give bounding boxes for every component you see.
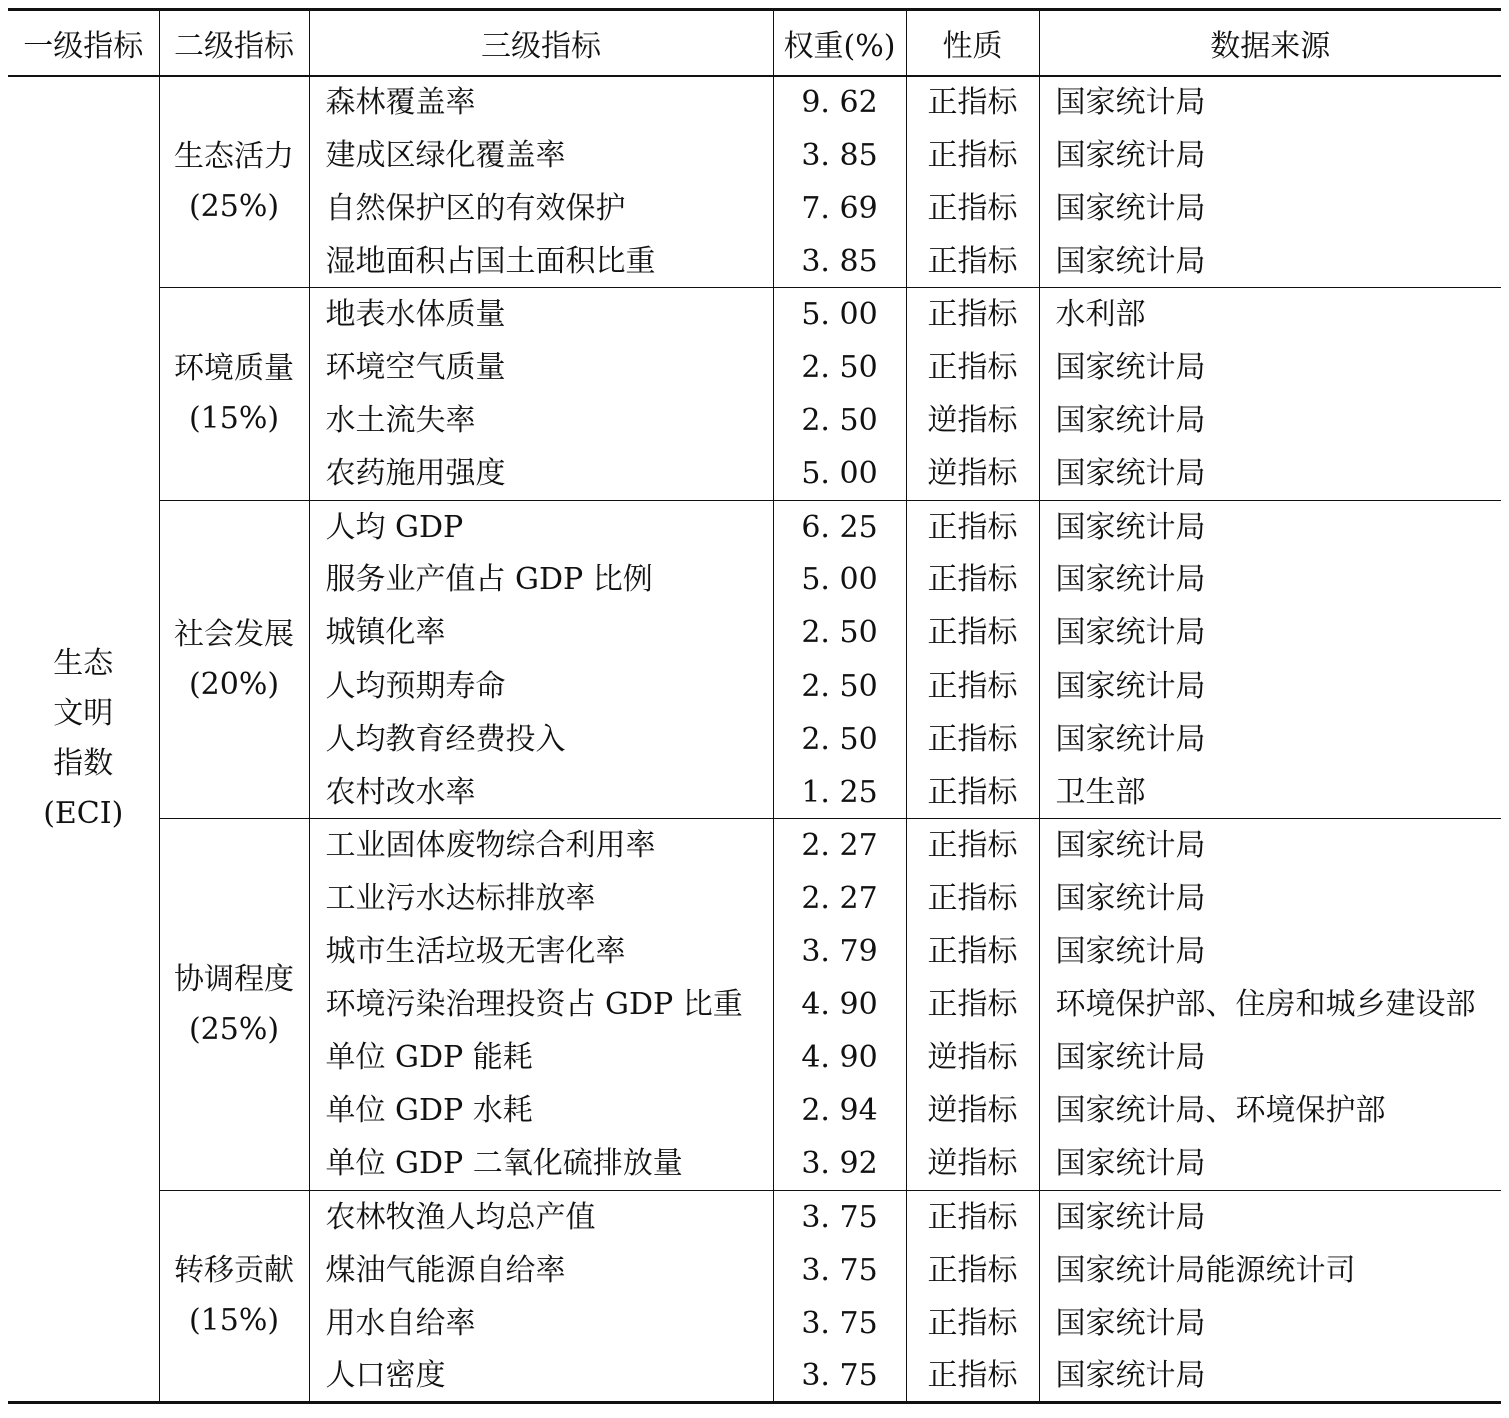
level2-name: 转移贡献 (174, 1253, 294, 1289)
source-cell: 国家统计局 (1039, 713, 1501, 766)
source-cell: 环境保护部、住房和城乡建设部 (1039, 978, 1501, 1031)
weight-cell: 3. 75 (773, 1244, 906, 1297)
level2-cell (159, 1190, 309, 1402)
nature-cell: 逆指标 (906, 1084, 1039, 1137)
header-level1: 一级指标 (8, 10, 159, 76)
level1-label-line: 文明 (53, 695, 114, 731)
indicator-cell: 城镇化率 (309, 606, 773, 659)
nature-cell: 正指标 (906, 500, 1039, 553)
nature-cell: 正指标 (906, 129, 1039, 182)
nature-cell: 正指标 (906, 606, 1039, 659)
nature-cell: 正指标 (906, 660, 1039, 713)
weight-cell: 9. 62 (773, 76, 906, 129)
indicator-cell: 服务业产值占 GDP 比例 (309, 553, 773, 606)
indicator-cell: 建成区绿化覆盖率 (309, 129, 773, 182)
source-cell: 国家统计局 (1039, 553, 1501, 606)
weight-cell: 2. 50 (773, 713, 906, 766)
weight-cell: 4. 90 (773, 978, 906, 1031)
table-body (8, 76, 1501, 1403)
level1-cell (8, 76, 159, 1403)
nature-cell: 逆指标 (906, 1137, 1039, 1190)
nature-cell: 正指标 (906, 766, 1039, 819)
weight-cell: 2. 50 (773, 394, 906, 447)
header-nature: 性质 (906, 10, 1039, 76)
indicator-cell: 自然保护区的有效保护 (309, 182, 773, 235)
indicator-table-container (8, 8, 1501, 1404)
weight-cell: 6. 25 (773, 500, 906, 553)
weight-cell: 2. 50 (773, 660, 906, 713)
indicator-cell: 城市生活垃圾无害化率 (309, 925, 773, 978)
table-header (8, 10, 1501, 76)
nature-cell: 正指标 (906, 713, 1039, 766)
level2-name: 环境质量 (174, 351, 294, 387)
source-cell: 国家统计局 (1039, 341, 1501, 394)
source-cell: 卫生部 (1039, 766, 1501, 819)
nature-cell: 正指标 (906, 553, 1039, 606)
source-cell: 国家统计局 (1039, 394, 1501, 447)
source-cell: 水利部 (1039, 288, 1501, 341)
indicator-cell: 农药施用强度 (309, 447, 773, 500)
level1-label-line: 生态 (53, 645, 114, 681)
source-cell: 国家统计局 (1039, 1297, 1501, 1350)
level2-weight: (25%) (188, 188, 280, 224)
indicator-cell: 地表水体质量 (309, 288, 773, 341)
nature-cell: 正指标 (906, 872, 1039, 925)
source-cell: 国家统计局 (1039, 606, 1501, 659)
source-cell: 国家统计局、环境保护部 (1039, 1084, 1501, 1137)
indicator-cell: 森林覆盖率 (309, 76, 773, 129)
nature-cell: 正指标 (906, 76, 1039, 129)
indicator-cell: 人均 GDP (309, 500, 773, 553)
level2-cell (159, 76, 309, 288)
level1-label-line: (ECI) (43, 795, 124, 831)
weight-cell: 3. 75 (773, 1350, 906, 1403)
eci-indicator-table (8, 8, 1501, 1404)
weight-cell: 5. 00 (773, 288, 906, 341)
weight-cell: 3. 75 (773, 1190, 906, 1243)
weight-cell: 2. 50 (773, 606, 906, 659)
source-cell: 国家统计局 (1039, 819, 1501, 872)
table-row (8, 1190, 1501, 1243)
indicator-cell: 湿地面积占国土面积比重 (309, 235, 773, 288)
source-cell: 国家统计局 (1039, 76, 1501, 129)
nature-cell: 正指标 (906, 978, 1039, 1031)
nature-cell: 逆指标 (906, 447, 1039, 500)
source-cell: 国家统计局 (1039, 235, 1501, 288)
indicator-cell: 单位 GDP 水耗 (309, 1084, 773, 1137)
weight-cell: 5. 00 (773, 447, 906, 500)
indicator-cell: 农林牧渔人均总产值 (309, 1190, 773, 1243)
indicator-cell: 人口密度 (309, 1350, 773, 1403)
indicator-cell: 用水自给率 (309, 1297, 773, 1350)
weight-cell: 2. 94 (773, 1084, 906, 1137)
level2-cell (159, 500, 309, 819)
indicator-cell: 环境空气质量 (309, 341, 773, 394)
header-weight: 权重(%) (773, 10, 906, 76)
table-row (8, 500, 1501, 553)
indicator-cell: 工业固体废物综合利用率 (309, 819, 773, 872)
level2-name: 社会发展 (174, 616, 294, 652)
source-cell: 国家统计局 (1039, 1031, 1501, 1084)
weight-cell: 2. 27 (773, 819, 906, 872)
indicator-cell: 单位 GDP 二氧化硫排放量 (309, 1137, 773, 1190)
level2-name: 协调程度 (174, 961, 294, 997)
weight-cell: 2. 50 (773, 341, 906, 394)
source-cell: 国家统计局 (1039, 500, 1501, 553)
table-row (8, 76, 1501, 129)
source-cell: 国家统计局 (1039, 447, 1501, 500)
indicator-cell: 环境污染治理投资占 GDP 比重 (309, 978, 773, 1031)
level2-cell (159, 819, 309, 1191)
level2-weight: (15%) (188, 401, 280, 437)
source-cell: 国家统计局能源统计司 (1039, 1244, 1501, 1297)
indicator-cell: 工业污水达标排放率 (309, 872, 773, 925)
weight-cell: 7. 69 (773, 182, 906, 235)
indicator-cell: 农村改水率 (309, 766, 773, 819)
nature-cell: 正指标 (906, 925, 1039, 978)
weight-cell: 3. 85 (773, 129, 906, 182)
header-row (8, 10, 1501, 76)
indicator-cell: 人均预期寿命 (309, 660, 773, 713)
nature-cell: 正指标 (906, 182, 1039, 235)
weight-cell: 3. 75 (773, 1297, 906, 1350)
source-cell: 国家统计局 (1039, 660, 1501, 713)
indicator-cell: 煤油气能源自给率 (309, 1244, 773, 1297)
header-source: 数据来源 (1039, 10, 1501, 76)
level2-weight: (25%) (188, 1011, 280, 1047)
level2-weight: (15%) (188, 1303, 280, 1339)
nature-cell: 正指标 (906, 1350, 1039, 1403)
nature-cell: 正指标 (906, 1244, 1039, 1297)
indicator-cell: 人均教育经费投入 (309, 713, 773, 766)
weight-cell: 4. 90 (773, 1031, 906, 1084)
header-level2: 二级指标 (159, 10, 309, 76)
indicator-cell: 单位 GDP 能耗 (309, 1031, 773, 1084)
source-cell: 国家统计局 (1039, 872, 1501, 925)
weight-cell: 2. 27 (773, 872, 906, 925)
table-row (8, 288, 1501, 341)
nature-cell: 正指标 (906, 1190, 1039, 1243)
source-cell: 国家统计局 (1039, 1190, 1501, 1243)
weight-cell: 3. 79 (773, 925, 906, 978)
nature-cell: 正指标 (906, 235, 1039, 288)
source-cell: 国家统计局 (1039, 1350, 1501, 1403)
weight-cell: 3. 92 (773, 1137, 906, 1190)
weight-cell: 5. 00 (773, 553, 906, 606)
nature-cell: 正指标 (906, 819, 1039, 872)
source-cell: 国家统计局 (1039, 182, 1501, 235)
level2-cell (159, 288, 309, 500)
header-level3: 三级指标 (309, 10, 773, 76)
table-row (8, 819, 1501, 872)
nature-cell: 逆指标 (906, 394, 1039, 447)
level1-label-line: 指数 (53, 745, 114, 781)
level2-name: 生态活力 (174, 138, 294, 174)
nature-cell: 逆指标 (906, 1031, 1039, 1084)
source-cell: 国家统计局 (1039, 129, 1501, 182)
source-cell: 国家统计局 (1039, 1137, 1501, 1190)
indicator-cell: 水土流失率 (309, 394, 773, 447)
weight-cell: 3. 85 (773, 235, 906, 288)
nature-cell: 正指标 (906, 1297, 1039, 1350)
level2-weight: (20%) (188, 666, 280, 702)
nature-cell: 正指标 (906, 341, 1039, 394)
weight-cell: 1. 25 (773, 766, 906, 819)
source-cell: 国家统计局 (1039, 925, 1501, 978)
nature-cell: 正指标 (906, 288, 1039, 341)
